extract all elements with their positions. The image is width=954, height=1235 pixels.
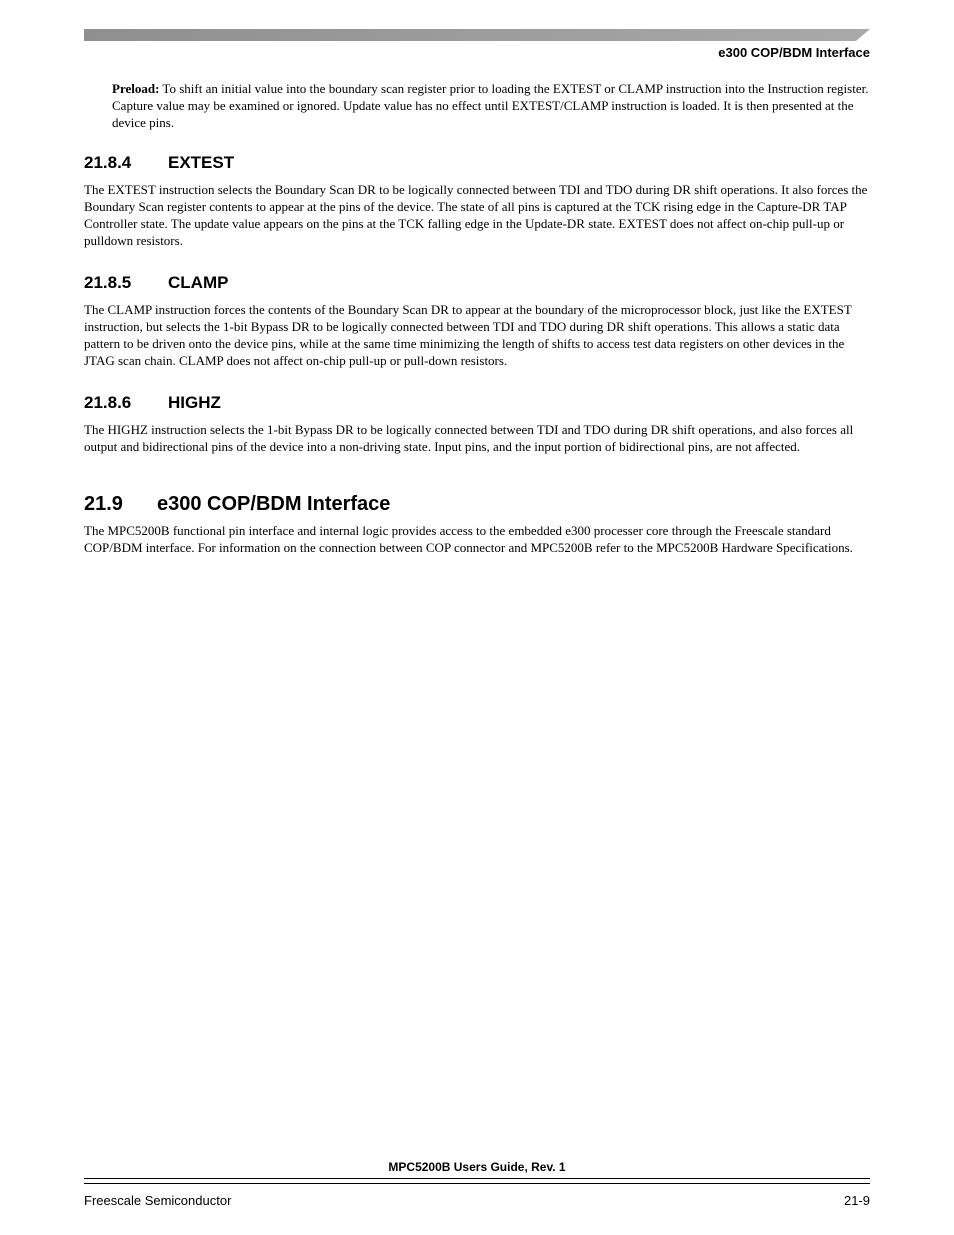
section-highz <box>84 393 870 455</box>
section-title: CLAMP <box>168 273 229 292</box>
footer-company: Freescale Semiconductor <box>84 1193 232 1208</box>
header-bar <box>84 29 870 41</box>
section-title: EXTEST <box>168 153 235 172</box>
section-heading <box>84 393 870 413</box>
preload-term: Preload: <box>112 81 160 96</box>
section-cop-bdm <box>84 492 870 556</box>
footer-rule <box>84 1183 870 1184</box>
preload-paragraph <box>112 80 869 131</box>
footer-guide-title: MPC5200B Users Guide, Rev. 1 <box>388 1160 566 1174</box>
section-body: The CLAMP instruction forces the contents of the Boundary Scan DR to appear at the boundary of the microprocessor block, just like the EXTEST instruction, but selects the 1-bit Bypass DR to be logically connected between TDI and TDO during DR shift operations. This allows a static data pattern to be driven onto the device pins, while at the same time minimizing the length of shifts to access test data registers on other devices in the JTAG scan chain. CLAMP does not affect on-chip pull-up or pull-down resistors. <box>84 302 852 368</box>
section-number: 21.8.4 <box>84 153 132 172</box>
section-title: e300 COP/BDM Interface <box>157 493 391 515</box>
section-extest <box>84 153 870 249</box>
section-body: The EXTEST instruction selects the Boundary Scan DR to be logically connected between TDI and TDO during DR shift operations. It also forces the Boundary Scan register contents to appear at the pins of the device. The state of all pins is captured at the TCK rising edge in the Capture-DR TAP Controller state. The update value appears on the pins at the TCK falling edge in the Update-DR state. EXTEST does not affect on-chip pull-up or pulldown resistors. <box>84 182 868 248</box>
section-heading <box>84 153 870 173</box>
section-clamp <box>84 273 870 369</box>
section-number: 21.9 <box>84 493 123 515</box>
section-heading <box>84 492 870 516</box>
section-number: 21.8.6 <box>84 393 132 412</box>
footer-rule <box>84 1178 870 1179</box>
section-body: The HIGHZ instruction selects the 1-bit Bypass DR to be logically connected between TDI and TDO during DR shift operations, and also forces all output and bidirectional pins of the device into a non-driving state. Input pins, and the input portion of bidirectional pins, are not affected. <box>84 422 854 454</box>
section-body: The MPC5200B functional pin interface and internal logic provides access to the embedded e300 processer core through the Freescale standard COP/BDM interface. For information on the connection between COP connector and MPC5200B refer to the MPC5200B Hardware Specifications. <box>84 523 853 555</box>
running-title: e300 COP/BDM Interface <box>718 45 870 60</box>
section-number: 21.8.5 <box>84 273 132 292</box>
section-title: HIGHZ <box>168 393 221 412</box>
preload-text: To shift an initial value into the boundary scan register prior to loading the EXTEST or CLAMP instruction into the Instruction register. Capture value may be examined or ignored. Update value has no effect until EXTEST/CLAMP instruction is loaded. It is then presented at the device pins. <box>112 81 869 130</box>
footer-page-number: 21-9 <box>843 1193 870 1208</box>
section-heading <box>84 273 870 293</box>
